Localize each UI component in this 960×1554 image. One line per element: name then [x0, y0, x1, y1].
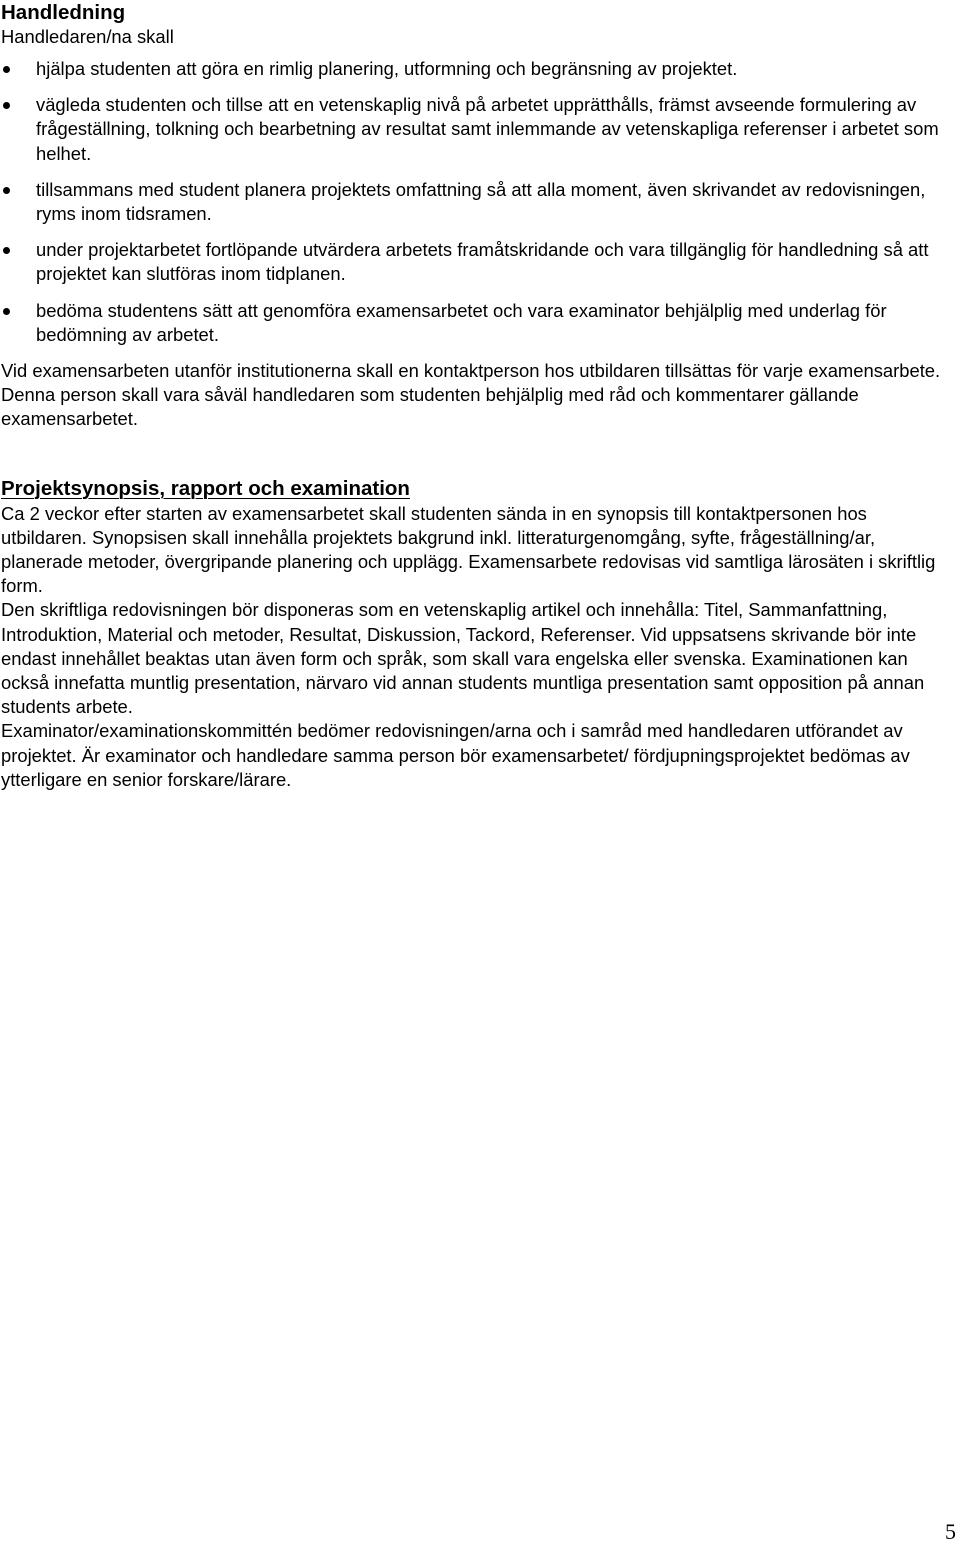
list-item: [1, 57, 956, 81]
bullet-icon: [3, 66, 10, 73]
section-title-projektsynopsis: Projektsynopsis, rapport och examination: [1, 476, 410, 500]
examination-paragraph: Examinator/examinationskommittén bedömer redovisningen/arna och i samråd med handledaren utförandet av projektet. Är examinator och handledare samma person bör examensarbetet/ fördjupningsprojektet bedömas av ytterligare en senior forskare/lärare.: [1, 720, 910, 790]
list-item: [1, 238, 956, 286]
synopsis-paragraph: Ca 2 veckor efter starten av examensarbetet skall studenten sända in en synopsis till kontaktpersonen hos utbildaren. Synopsisen skall innehålla projektets bakgrund inkl. litteraturgenomgång, syfte, frågeställning/ar, planerade metoder, övergripande planering och upplägg. Examensarbete redovisas vid samtliga lärosäten i skriftlig form.: [1, 502, 936, 597]
list-item-text: under projektarbetet fortlöpande utvärdera arbetets framåtskridande och vara tillgänglig för handledning så att projektet kan slutföras inom tidplanen.: [36, 239, 929, 285]
list-item-text: hjälpa studenten att göra en rimlig planering, utformning och begränsning av projektet.: [36, 58, 738, 79]
list-item: [1, 93, 956, 166]
contact-person-paragraph: Vid examensarbeten utanför institutionerna skall en kontaktperson hos utbildaren tillsättas för varje examensarbete. Denna person skall vara såväl handledaren som studenten behjälplig med råd och kommentarer gällande examensarbetet.: [1, 360, 941, 430]
list-item: [1, 178, 956, 226]
section-title-handledning: Handledning: [1, 1, 126, 24]
report-paragraph: Den skriftliga redovisningen bör disponeras som en vetenskaplig artikel och innehålla: Titel, Sammanfattning, Introduktion, Material och metoder, Resultat, Diskussion, Tackord, Referenser. Vid uppsatsens skrivande bör inte endast innehållet beaktas utan även form och språk, som skall vara engelska eller svenska. Examinationen kan också innefatta muntlig presentation, närvaro vid annan students muntliga presentation samt opposition på annan students arbete.: [1, 599, 925, 718]
page-number: 5: [945, 1519, 956, 1544]
list-item-text: bedöma studentens sätt att genomföra examensarbetet och vara examinator behjälplig med underlag för bedömning av arbetet.: [36, 299, 887, 345]
bullet-icon: [3, 102, 10, 109]
list-item-text: vägleda studenten och tillse att en vetenskaplig nivå på arbetet upprätthålls, främst avseende formulering av frågeställning, tolkning och bearbetning av resultat samt inlemmande av vetenskapliga referenser i arbetet som helhet.: [36, 94, 939, 164]
bullet-icon: [3, 247, 10, 254]
list-item-text: tillsammans med student planera projektets omfattning så att alla moment, även skrivandet av redovisningen, ryms inom tidsramen.: [36, 178, 926, 225]
section-subtitle: Handledaren/na skall: [1, 26, 174, 47]
supervisor-duties-list: [1, 57, 956, 347]
list-item: [1, 299, 956, 347]
bullet-icon: [3, 187, 10, 194]
bullet-icon: [3, 308, 10, 315]
page-content: [1, 0, 956, 792]
